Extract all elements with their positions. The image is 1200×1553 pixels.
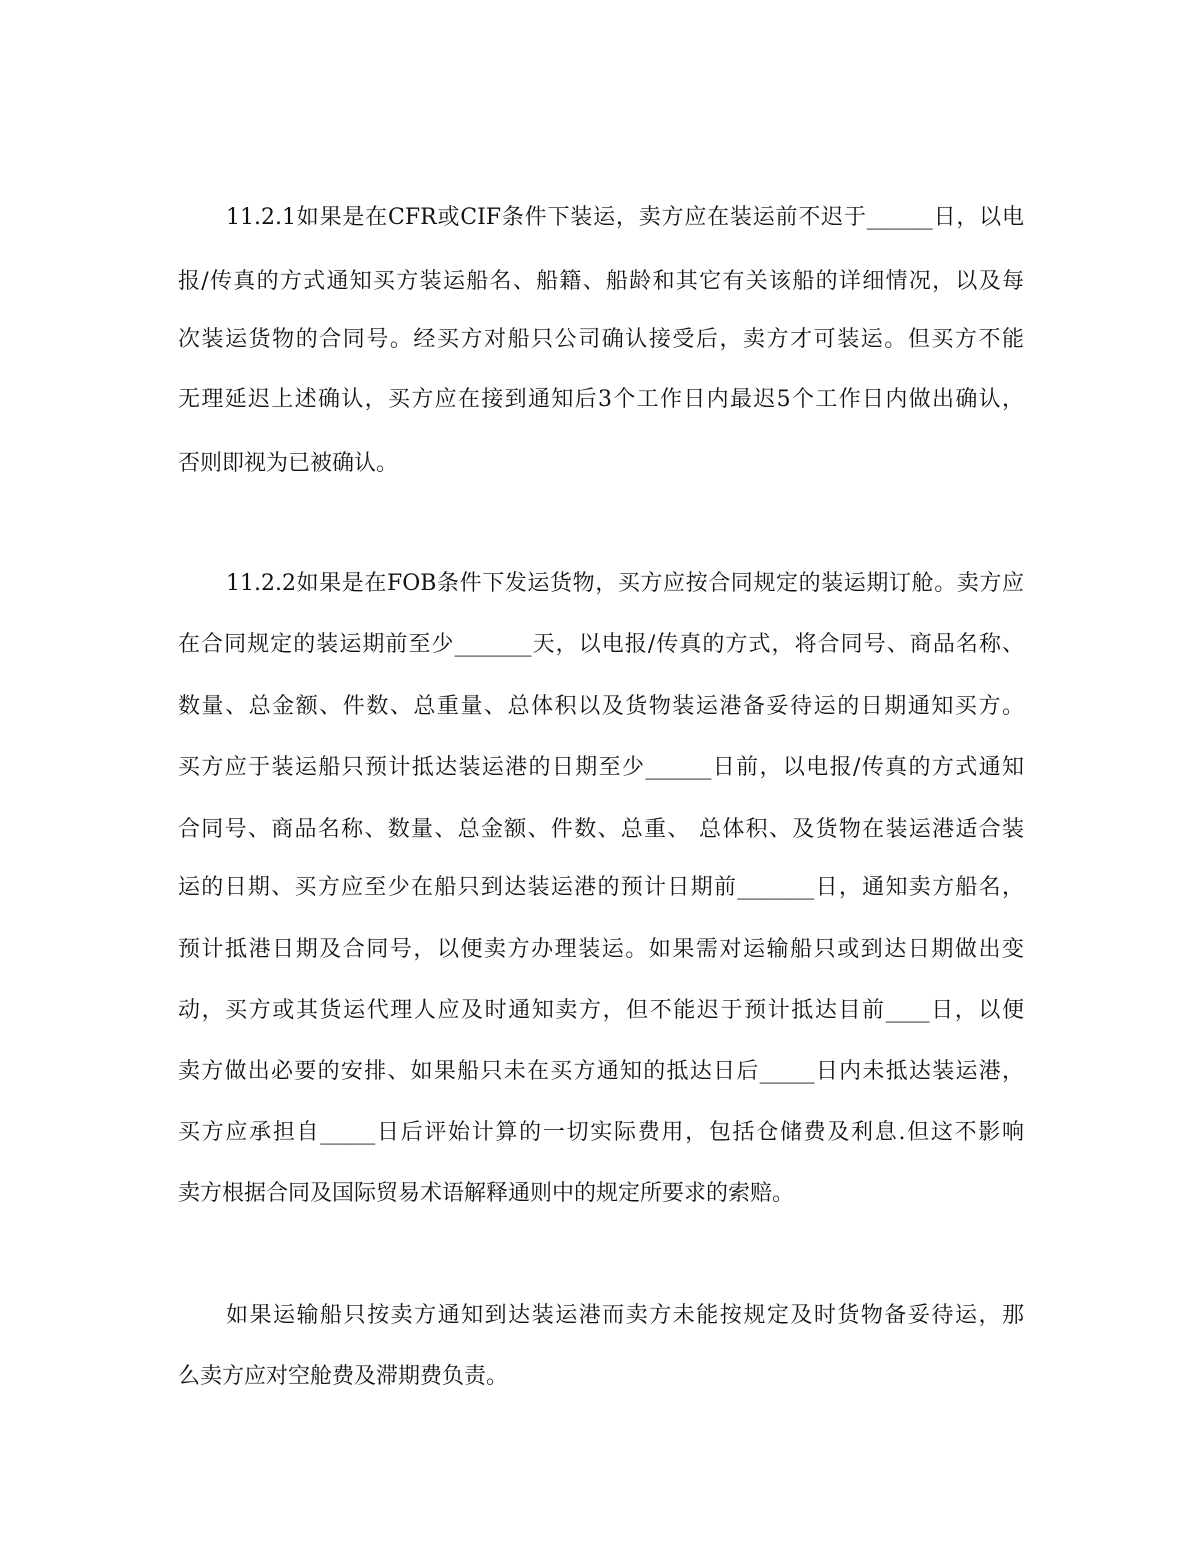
- paragraph-2-line-8: 动，买方或其货运代理人应及时通知卖方，但不能迟于预计抵达目前____日，以便: [178, 998, 1024, 1023]
- paragraph-3-line-1: 如果运输船只按卖方通知到达装运港而卖方未能按规定及时货物备妥待运，那: [226, 1303, 1024, 1328]
- paragraph-2-line-11: 卖方根据合同及国际贸易术语解释通则中的规定所要求的索赔。: [178, 1181, 795, 1206]
- paragraph-2-line-9: 卖方做出必要的安排、如果船只未在买方通知的抵达日后_____日内未抵达装运港，: [178, 1059, 1024, 1084]
- paragraph-2-line-1: 11.2.2如果是在FOB条件下发运货物，买方应按合同规定的装运期订舱。卖方应: [226, 571, 1024, 596]
- paragraph-2-line-3: 数量、总金额、件数、总重量、总体积以及货物装运港备妥待运的日期通知买方。: [178, 694, 1024, 719]
- paragraph-2-line-4: 买方应于装运船只预计抵达装运港的日期至少______日前，以电报/传真的方式通知: [178, 755, 1024, 780]
- paragraph-2-line-10: 买方应承担自_____日后评始计算的一切实际费用，包括仓储费及利息.但这不影响: [178, 1120, 1024, 1145]
- paragraph-2-line-5: 合同号、商品名称、数量、总金额、件数、总重、 总体积、及货物在装运港适合装: [178, 817, 1024, 842]
- paragraph-1-line-3: 次装运货物的合同号。经买方对船只公司确认接受后，卖方才可装运。但买方不能: [178, 327, 1024, 352]
- paragraph-1-line-2: 报/传真的方式通知买方装运船名、船籍、船龄和其它有关该船的详细情况，以及每: [178, 269, 1024, 294]
- paragraph-3-line-2: 么卖方应对空舱费及滞期费负责。: [178, 1364, 509, 1389]
- paragraph-1-line-4: 无理延迟上述确认，买方应在接到通知后3个工作日内最迟5个工作日内做出确认，: [178, 387, 1024, 412]
- paragraph-1-line-5: 否则即视为已被确认。: [178, 451, 399, 476]
- paragraph-1-line-1: 11.2.1如果是在CFR或CIF条件下装运，卖方应在装运前不迟于______日，以电: [226, 205, 1024, 230]
- paragraph-2-line-6: 运的日期、买方应至少在船只到达装运港的预计日期前_______日，通知卖方船名，: [178, 875, 1024, 900]
- paragraph-2-line-2: 在合同规定的装运期前至少_______天，以电报/传真的方式，将合同号、商品名称、: [178, 632, 1024, 657]
- paragraph-2-line-7: 预计抵港日期及合同号，以便卖方办理装运。如果需对运输船只或到达日期做出变: [178, 937, 1024, 962]
